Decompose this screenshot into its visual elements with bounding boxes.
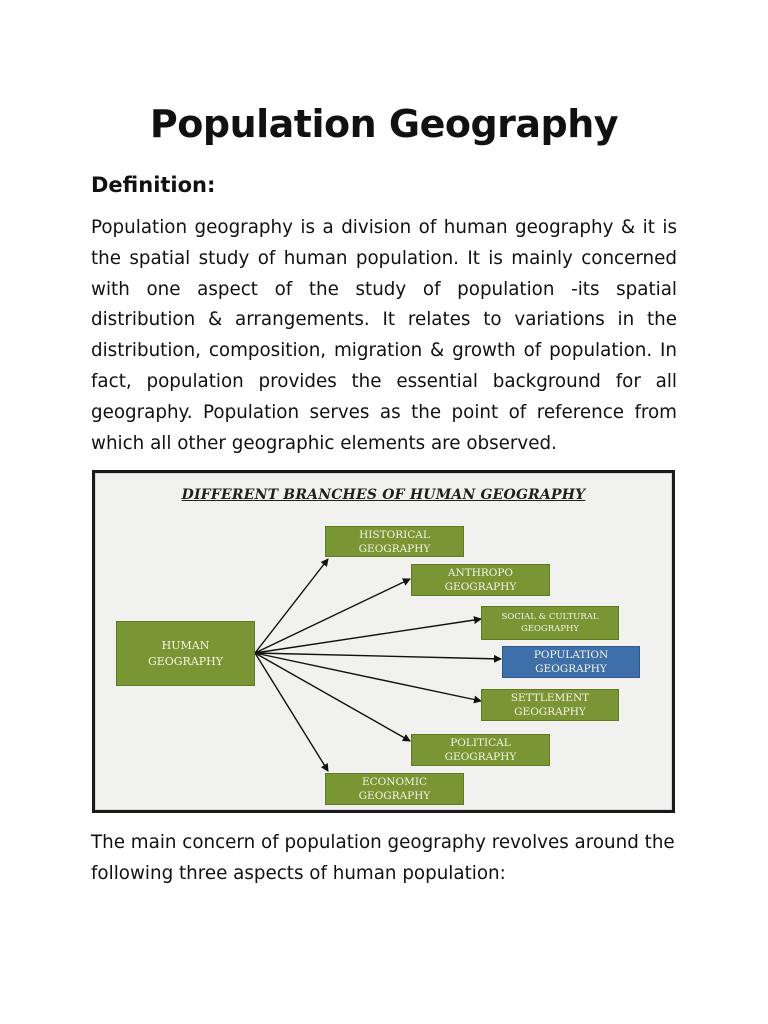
arrow-economic bbox=[255, 653, 328, 771]
node-human-geography: HUMAN GEOGRAPHY bbox=[116, 621, 255, 686]
node-population-geography: POPULATION GEOGRAPHY bbox=[502, 646, 640, 678]
definition-heading: Definition: bbox=[91, 173, 216, 197]
node-historical-geography: HISTORICAL GEOGRAPHY bbox=[325, 526, 464, 557]
node-settlement-geography: SETTLEMENT GEOGRAPHY bbox=[481, 689, 619, 721]
definition-paragraph: Population geography is a division of human geography & it is the spatial study of human population. It is mainly concerned with one aspect of the study of population -its spatial distribution & arrangements. It relates to variations in the distribution, composition, migration & growth of population. In fact, population provides the essential background for all geography. Population serves as the point of reference from which all other geographic elements are observed. bbox=[91, 217, 677, 454]
node-social-cultural-geography: SOCIAL & CULTURAL GEOGRAPHY bbox=[481, 606, 619, 640]
node-political-geography: POLITICAL GEOGRAPHY bbox=[411, 734, 550, 766]
node-economic-geography: ECONOMIC GEOGRAPHY bbox=[325, 773, 464, 805]
diagram-title: DIFFERENT BRANCHES OF HUMAN GEOGRAPHY bbox=[181, 487, 586, 503]
arrow-settlement bbox=[255, 653, 481, 701]
arrow-social-cultural bbox=[255, 619, 481, 653]
page-title: Population Geography bbox=[149, 102, 619, 146]
node-anthropo-geography: ANTHROPO GEOGRAPHY bbox=[411, 564, 550, 596]
aspects-paragraph: The main concern of population geography revolves around the following three aspects of human population: bbox=[91, 832, 675, 884]
branches-diagram bbox=[92, 470, 675, 813]
arrow-political bbox=[255, 653, 410, 741]
arrow-population bbox=[255, 653, 501, 659]
arrow-historical bbox=[255, 559, 328, 653]
